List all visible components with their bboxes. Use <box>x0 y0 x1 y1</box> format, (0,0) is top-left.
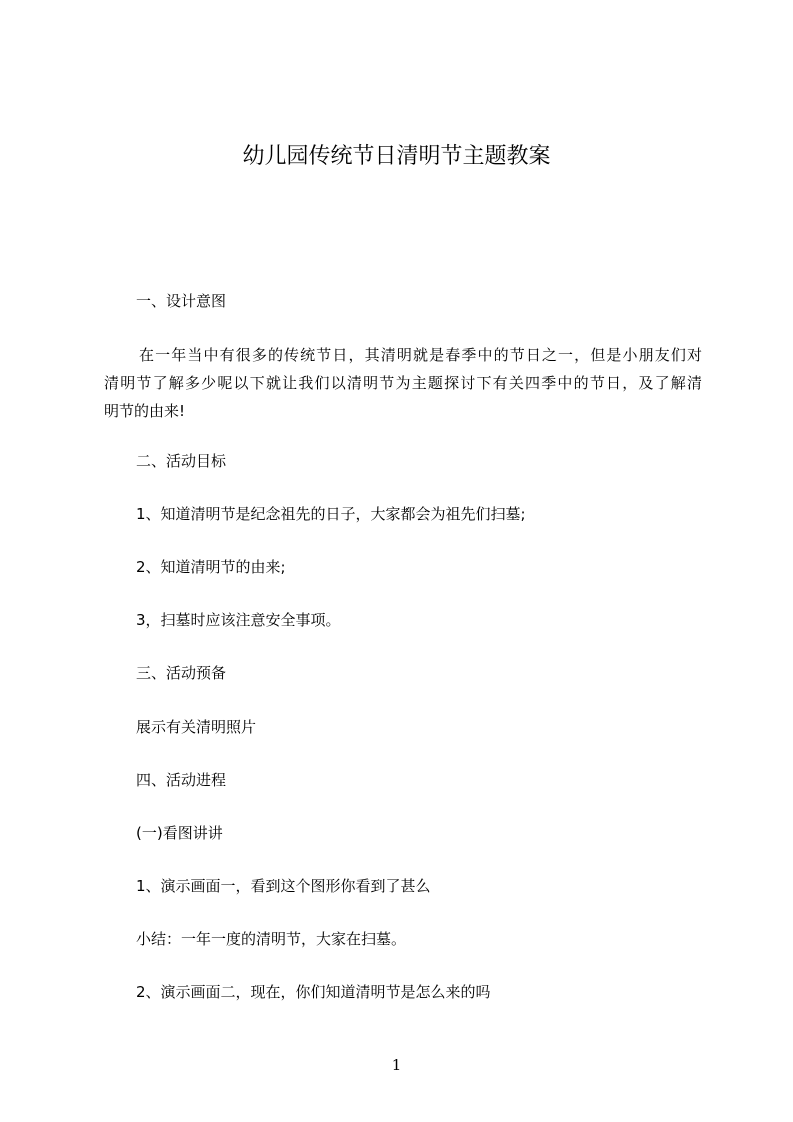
process-step-1: 1、演示画面一，看到这个图形你看到了甚么 <box>136 877 431 895</box>
goal-item-2: 2、知道清明节的由来; <box>136 558 286 576</box>
sub-heading-picture-talk: (一)看图讲讲 <box>136 824 223 842</box>
goal-item-3: 3，扫墓时应该注意安全事项。 <box>136 611 341 629</box>
section-heading-preparation: 三、活动预备 <box>136 664 227 682</box>
section-heading-design-intent: 一、设计意图 <box>136 292 227 310</box>
document-title: 幼儿园传统节日清明节主题教案 <box>242 144 551 169</box>
section-heading-activity-process: 四、活动进程 <box>136 771 227 789</box>
paragraph-line: 清明节了解多少呢以下就让我们以清明节为主题探讨下有关四季中的节日，及了解清 <box>104 374 702 392</box>
page-number: 1 <box>391 1056 402 1074</box>
paragraph-line: 在一年当中有很多的传统节日，其清明就是春季中的节日之一，但是小朋友们对 <box>139 346 702 364</box>
design-intent-paragraph <box>104 341 702 425</box>
paragraph-line: 明节的由来! <box>104 402 186 420</box>
summary-text: 小结：一年一度的清明节，大家在扫墓。 <box>136 930 407 948</box>
section-heading-activity-goals: 二、活动目标 <box>136 452 227 470</box>
preparation-text: 展示有关清明照片 <box>136 718 257 736</box>
goal-item-1: 1、知道清明节是纪念祖先的日子，大家都会为祖先们扫墓; <box>136 505 526 523</box>
process-step-2: 2、演示画面二，现在，你们知道清明节是怎么来的吗 <box>136 983 491 1001</box>
